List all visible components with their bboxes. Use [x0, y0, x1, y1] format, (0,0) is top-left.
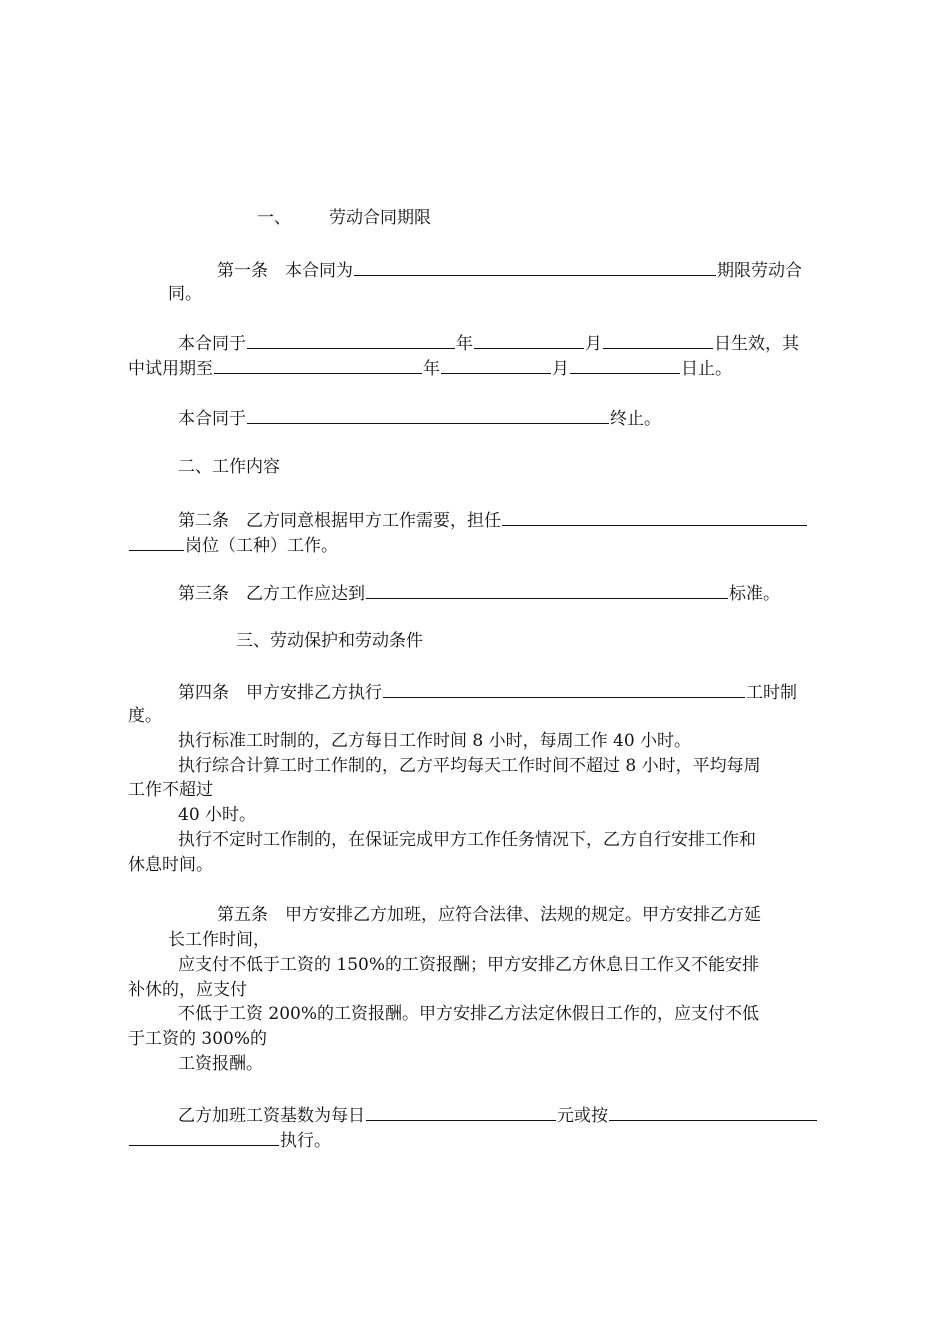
termination-line: 本合同于 终止。: [178, 406, 661, 430]
article-5-line-2: 长工作时间，: [168, 930, 270, 950]
blank-effective-month[interactable]: [474, 331, 584, 349]
overtime-base-line: 乙方加班工资基数为每日 元或按: [178, 1103, 818, 1127]
standard-hours-text: 执行标准工时制的，乙方每日工作时间 8 小时，每周工作 40 小时。: [178, 731, 692, 751]
article-5-line-7: 工资报酬。: [178, 1054, 263, 1074]
section-1-heading: [257, 207, 431, 229]
overtime-base-cont: 执行。: [128, 1128, 331, 1152]
article-3: 第三条 乙方工作应达到 标准。: [178, 581, 780, 605]
blank-calc-basis[interactable]: [609, 1103, 817, 1121]
section-1-title: 劳动合同期限: [329, 208, 431, 228]
blank-position-cont[interactable]: [129, 533, 184, 551]
blank-working-hours[interactable]: [383, 680, 745, 698]
article-1: 第一条 本合同为 期限劳动合: [217, 258, 802, 282]
article-5-line-4: 补休的，应支付: [128, 980, 247, 1000]
article-5-line-5: 不低于工资 200%的工资报酬。甲方安排乙方法定休假日工作的，应支付不低: [178, 1004, 760, 1024]
blank-standard[interactable]: [366, 581, 728, 599]
section-3-heading: 三、劳动保护和劳动条件: [236, 631, 423, 651]
blank-probation-year[interactable]: [214, 356, 422, 374]
blank-calc-basis-cont[interactable]: [129, 1128, 279, 1146]
section-1-number: 一、: [257, 208, 291, 228]
blank-position[interactable]: [502, 508, 807, 526]
section-2-heading: 二、工作内容: [178, 457, 280, 477]
effective-date-line: 本合同于 年 月 日生效，其: [178, 331, 799, 355]
article-2: 第二条 乙方同意根据甲方工作需要，担任: [178, 508, 808, 532]
comprehensive-hours-text-1: 执行综合计算工时工作制的，乙方平均每天工作时间不超过 8 小时，平均每周: [178, 756, 761, 776]
flexible-hours-text-2: 休息时间。: [128, 855, 213, 875]
blank-probation-day[interactable]: [570, 356, 680, 374]
article-5-line-3: 应支付不低于工资的 150%的工资报酬；甲方安排乙方休息日工作又不能安排: [178, 955, 760, 975]
article-4: 第四条 甲方安排乙方执行 工时制: [178, 680, 797, 704]
article-4-cont: 度。: [128, 706, 162, 726]
blank-contract-type[interactable]: [354, 258, 716, 276]
blank-daily-amount[interactable]: [366, 1103, 556, 1121]
probation-line: 中试用期至 年 月 日止。: [128, 356, 732, 380]
blank-effective-year[interactable]: [247, 331, 455, 349]
blank-termination[interactable]: [247, 406, 609, 424]
article-5-line-6: 于工资的 300%的: [128, 1029, 268, 1049]
article-5-line-1: 第五条 甲方安排乙方加班，应符合法律、法规的规定。甲方安排乙方延: [217, 905, 761, 925]
article-2-cont: 岗位（工种）工作。: [128, 533, 338, 557]
article-1-cont: 同。: [168, 284, 202, 304]
comprehensive-hours-text-2: 工作不超过: [128, 780, 213, 800]
blank-effective-day[interactable]: [603, 331, 713, 349]
comprehensive-hours-text-3: 40 小时。: [178, 805, 257, 825]
flexible-hours-text-1: 执行不定时工作制的，在保证完成甲方工作任务情况下，乙方自行安排工作和: [178, 830, 756, 850]
blank-probation-month[interactable]: [441, 356, 551, 374]
